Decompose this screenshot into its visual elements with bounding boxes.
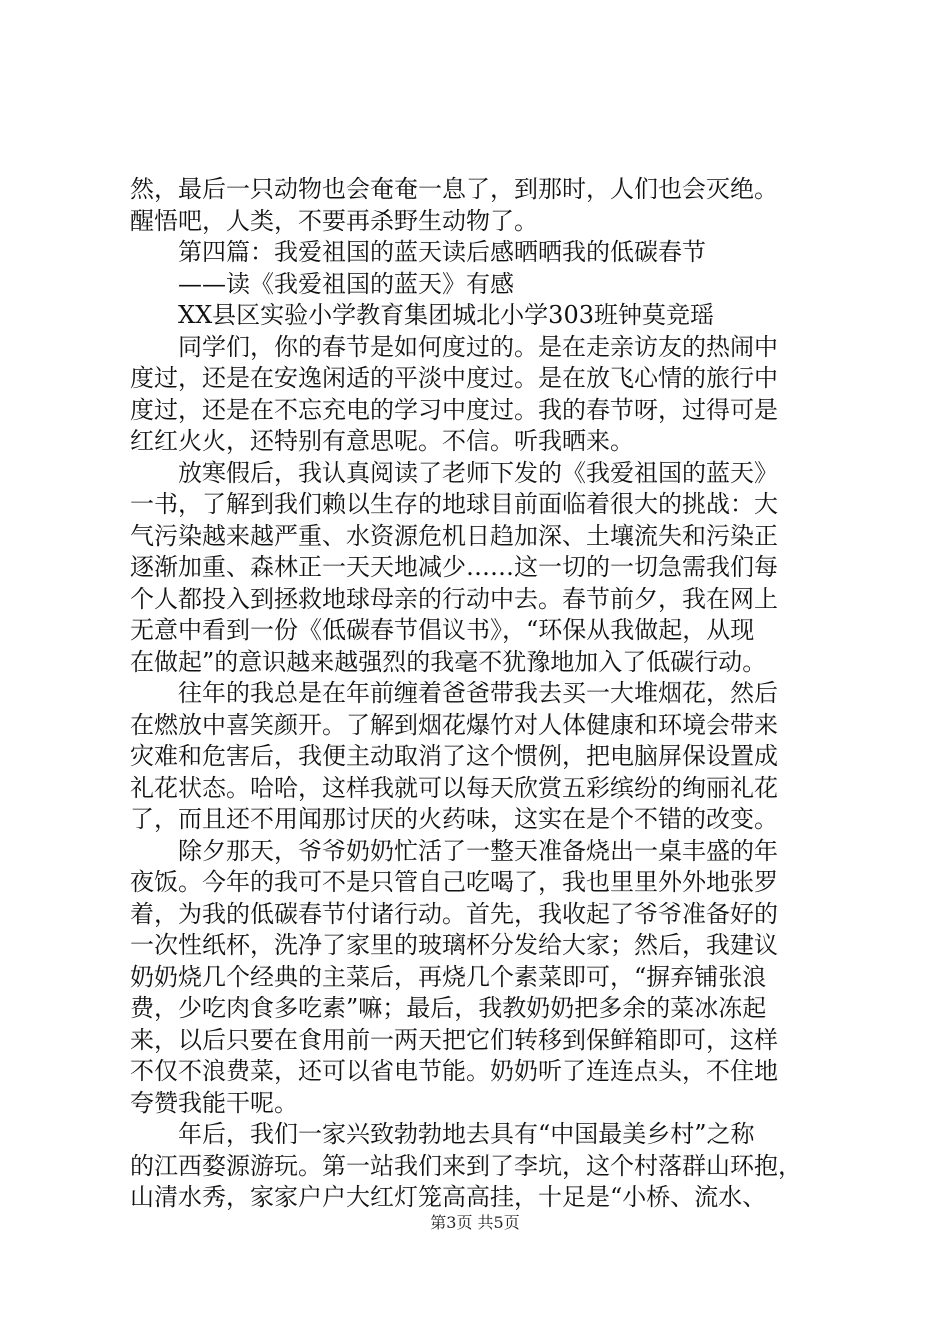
text-line: 度过，还是在不忘充电的学习中度过。我的春节呀，过得可是	[130, 395, 778, 424]
text-line: 个人都投入到拯救地球母亲的行动中去。春节前夕，我在网上	[130, 584, 778, 613]
text-line: 往年的我总是在年前缠着爸爸带我去买一大堆烟花，然后	[178, 679, 778, 707]
text-line: 红红火火，还特别有意思呢。不信。听我晒来。	[130, 427, 634, 455]
document-body	[130, 174, 830, 1214]
text-line: 着，为我的低碳春节付诸行动。首先，我收起了爷爷准备好的	[130, 899, 778, 928]
text-line: 醒悟吧，人类，不要再杀野生动物了。	[130, 206, 538, 235]
text-line: 奶奶烧几个经典的主菜后，再烧几个素菜即可，“摒弃铺张浪	[130, 962, 767, 991]
text-line: 同学们，你的春节是如何度过的。是在走亲访友的热闹中	[178, 332, 778, 361]
text-line: 一书，了解到我们赖以生存的地球目前面临着很大的挑战：大	[130, 490, 778, 518]
page-footer	[0, 1213, 950, 1233]
text-line: 放寒假后，我认真阅读了老师下发的《我爱祖国的蓝天》	[178, 458, 778, 487]
text-line: 了，而且还不用闻那讨厌的火药味，这实在是个不错的改变。	[130, 805, 778, 833]
text-line: 在做起”的意识越来越强烈的我毫不犹豫地加入了低碳行动。	[130, 647, 767, 676]
text-line: 在燃放中喜笑颜开。了解到烟花爆竹对人体健康和环境会带来	[130, 710, 778, 739]
text-line: 夜饭。今年的我可不是只管自己吃喝了，我也里里外外地张罗	[130, 868, 778, 896]
text-line: 来，以后只要在食用前一两天把它们转移到保鲜箱即可，这样	[130, 1025, 778, 1054]
text-line: 逐渐加重、森林正一天天地减少……这一切的一切急需我们每	[130, 553, 778, 581]
text-line: 第四篇：我爱祖国的蓝天读后感晒晒我的低碳春节	[178, 238, 706, 266]
text-line: 费，少吃肉食多吃素”嘛；最后，我教奶奶把多余的菜冰冻起	[130, 994, 767, 1022]
text-line: 夸赞我能干呢。	[130, 1088, 298, 1117]
text-line: 不仅不浪费菜，还可以省电节能。奶奶听了连连点头，不住地	[130, 1057, 778, 1085]
text-line: 度过，还是在安逸闲适的平淡中度过。是在放飞心情的旅行中	[130, 364, 778, 392]
text-line: 一次性纸杯，洗净了家里的玻璃杯分发给大家；然后，我建议	[130, 931, 778, 959]
text-line: ——读《我爱祖国的蓝天》有感	[178, 269, 514, 298]
text-line: 的江西婺源游玩。第一站我们来到了李坑，这个村落群山环抱，	[130, 1151, 802, 1180]
text-line: 除夕那天，爷爷奶奶忙活了一整天准备烧出一桌丰盛的年	[178, 836, 778, 865]
text-line: 灾难和危害后，我便主动取消了这个惯例，把电脑屏保设置成	[130, 742, 778, 770]
text-line: 年后，我们一家兴致勃勃地去具有“中国最美乡村”之称	[178, 1120, 755, 1148]
text-line: 无意中看到一份《低碳春节倡议书》，“环保从我做起，从现	[130, 616, 755, 644]
text-line: 礼花状态。哈哈，这样我就可以每天欣赏五彩缤纷的绚丽礼花	[130, 773, 778, 802]
text-line: 气污染越来越严重、水资源危机日趋加深、土壤流失和污染正	[130, 521, 778, 550]
text-line: XX县区实验小学教育集团城北小学303班钟莫竞瑶	[178, 301, 714, 329]
text-line: 山清水秀，家家户户大红灯笼高高挂，十足是“小桥、流水、	[130, 1183, 767, 1211]
text-line: 然，最后一只动物也会奄奄一息了，到那时，人们也会灭绝。	[130, 175, 778, 203]
page-number-label: 第3页 共5页	[430, 1213, 520, 1232]
